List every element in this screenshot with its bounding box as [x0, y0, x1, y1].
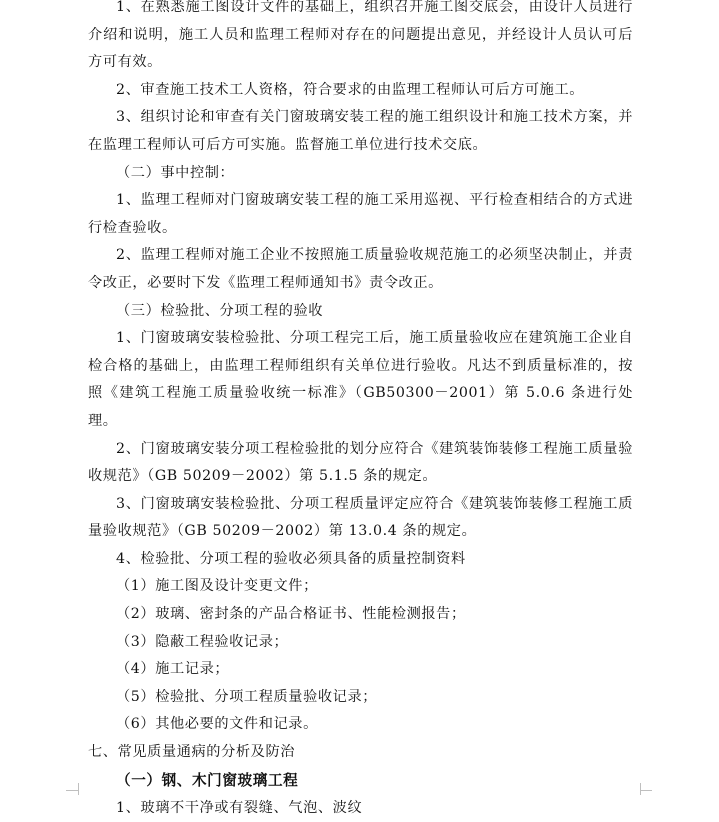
crop-mark-bottom-right-h — [640, 790, 652, 791]
list-item-control-doc-2: （2）玻璃、密封条的产品合格证书、性能检测报告； — [116, 606, 466, 623]
paragraph-pre-construction-1: 1、在熟悉施工图设计文件的基础上，组织召开施工图交底会，由设计人员进行介绍和说明，施工人员和监理工程师对存在的问题提出意见，并经设计人员认可后方可有效。 — [88, 0, 633, 71]
paragraph-acceptance-1: 1、门窗玻璃安装检验批、分项工程完工后，施工质量验收应在建筑施工企业自检合格的基础上，由监理工程师组织有关单位进行验收。凡达不到质量标准的，按照《建筑工程施工质量验收统一标准》（GB50300－2001）第 5.0.6 条进行处理。 — [88, 330, 633, 429]
document-body — [88, 0, 633, 822]
list-item-control-doc-4: （4）施工记录； — [116, 661, 230, 678]
crop-mark-bottom-left-h — [66, 790, 78, 791]
list-item-control-doc-1: （1）施工图及设计变更文件； — [116, 578, 318, 595]
heading-in-process-control: （二）事中控制： — [116, 164, 235, 181]
paragraph-in-process-2: 2、监理工程师对施工企业不按照施工质量验收规范施工的必须坚决制止，并责令改正，必要时下发《监理工程师通知书》责令改正。 — [88, 247, 633, 291]
paragraph-acceptance-2: 2、门窗玻璃安装分项工程检验批的划分应符合《建筑装饰装修工程施工质量验收规范》（GB 50209－2002）第 5.1.5 条的规定。 — [88, 440, 633, 485]
paragraph-pre-construction-2: 2、审查施工技术工人资格，符合要求的由监理工程师认可后方可施工。 — [116, 81, 585, 98]
crop-mark-bottom-left-v — [78, 783, 79, 795]
paragraph-acceptance-3: 3、门窗玻璃安装检验批、分项工程质量评定应符合《建筑装饰装修工程施工质量验收规范》（GB 50209－2002）第 13.0.4 条的规定。 — [88, 495, 633, 540]
list-item-control-doc-5: （5）检验批、分项工程质量验收记录； — [116, 688, 378, 705]
crop-mark-bottom-right-v — [640, 783, 641, 795]
list-item-control-doc-6: （6）其他必要的文件和记录。 — [116, 716, 318, 733]
heading-inspection-acceptance: （三）检验批、分项工程的验收 — [116, 302, 324, 319]
paragraph-pre-construction-3: 3、组织讨论和审查有关门窗玻璃安装工程的施工组织设计和施工技术方案，并在监理工程师认可后方可实施。监督施工单位进行技术交底。 — [88, 109, 633, 153]
paragraph-glass-defects: 1、玻璃不干净或有裂缝、气泡、波纹 — [116, 799, 363, 816]
list-item-control-doc-3: （3）隐蔽工程验收记录； — [116, 633, 289, 650]
heading-section-seven: 七、常见质量通病的分析及防治 — [88, 744, 296, 761]
heading-steel-wood-glass: （一）钢、木门窗玻璃工程 — [116, 771, 299, 789]
paragraph-in-process-1: 1、监理工程师对门窗玻璃安装工程的施工采用巡视、平行检查相结合的方式进行检查验收。 — [88, 192, 633, 236]
paragraph-acceptance-4: 4、检验批、分项工程的验收必须具备的质量控制资料 — [116, 550, 466, 567]
